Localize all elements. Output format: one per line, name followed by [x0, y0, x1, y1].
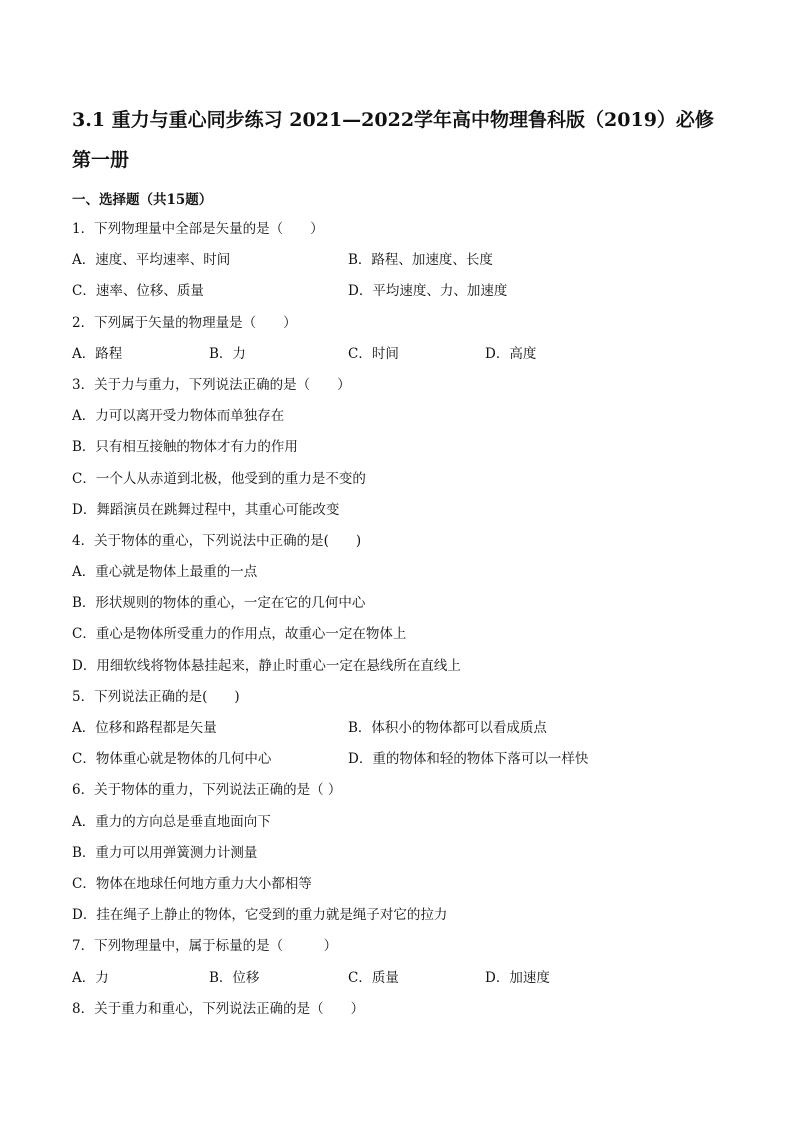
question-1-option-a: A．速度、平均速率、时间 — [72, 252, 231, 269]
question-7-option-a: A．力 — [72, 969, 109, 986]
question-4-option-b: B．形状规则的物体的重心，一定在它的几何中心 — [72, 595, 366, 612]
question-7-option-d: D．加速度 — [485, 969, 550, 986]
question-5-options-row-1 — [72, 713, 732, 744]
document-title: 3.1 重力与重心同步练习 2021—2022学年高中物理鲁科版（2019）必修第一册 — [72, 109, 714, 171]
question-3-option-c: C．一个人从赤道到北极，他受到的重力是不变的 — [72, 470, 366, 487]
question-3-option-b: B．只有相互接触的物体才有力的作用 — [72, 439, 298, 456]
question-2-options — [72, 339, 732, 370]
section-heading: 一、选择题（共15题） — [72, 192, 213, 208]
question-2-option-b: B．力 — [209, 345, 246, 362]
question-1-option-c: C．速率、位移、质量 — [72, 283, 204, 300]
question-7-options — [72, 963, 732, 994]
question-1-option-b: B．路程、加速度、长度 — [348, 252, 493, 269]
question-2-option-c: C．时间 — [348, 345, 399, 362]
question-4-stem: 4．关于物体的重心，下列说法中正确的是( ) — [72, 532, 362, 549]
question-4-option-d: D．用细软线将物体悬挂起来，静止时重心一定在悬线所在直线上 — [72, 657, 461, 674]
question-5-option-a: A．位移和路程都是矢量 — [72, 720, 217, 736]
question-1-options-row-2 — [72, 276, 732, 307]
question-4-option-c: C．重心是物体所受重力的作用点，故重心一定在物体上 — [72, 626, 407, 643]
question-5-options-row-2 — [72, 744, 732, 775]
question-4-option-a: A．重心就是物体上最重的一点 — [72, 564, 258, 581]
question-3-option-a: A．力可以离开受力物体而单独存在 — [72, 408, 285, 425]
question-1-option-d: D．平均速度、力、加速度 — [348, 283, 508, 300]
question-7-option-c: C．质量 — [348, 969, 399, 986]
question-6-option-d: D．挂在绳子上静止的物体，它受到的重力就是绳子对它的拉力 — [72, 907, 448, 924]
question-3-option-d: D．舞蹈演员在跳舞过程中，其重心可能改变 — [72, 501, 340, 518]
question-6-option-b: B．重力可以用弹簧测力计测量 — [72, 844, 258, 861]
question-1-stem: 1．下列物理量中全部是矢量的是（ ） — [72, 221, 324, 237]
question-5-option-d: D．重的物体和轻的物体下落可以一样快 — [348, 751, 589, 768]
question-5-stem: 5．下列说法正确的是( ) — [72, 688, 240, 705]
question-6-option-a: A．重力的方向总是垂直地面向下 — [72, 813, 271, 830]
question-8-stem: 8．关于重力和重心，下列说法正确的是（ ） — [72, 1000, 365, 1017]
question-5-option-c: C．物体重心就是物体的几何中心 — [72, 751, 272, 768]
question-6-option-c: C．物体在地球任何地方重力大小都相等 — [72, 875, 312, 892]
question-5-option-b: B．体积小的物体都可以看成质点 — [348, 720, 547, 736]
question-3-stem: 3．关于力与重力，下列说法正确的是（ ） — [72, 376, 351, 393]
question-1-options-row-1 — [72, 245, 732, 276]
question-2-option-a: A．路程 — [72, 345, 123, 362]
question-7-option-b: B．位移 — [209, 969, 260, 986]
question-7-stem: 7．下列物理量中，属于标量的是（ ） — [72, 938, 338, 955]
question-2-stem: 2．下列属于矢量的物理量是（ ） — [72, 314, 297, 331]
question-list — [72, 214, 732, 1025]
question-6-stem: 6．关于物体的重力，下列说法正确的是（ ） — [72, 782, 342, 799]
question-2-option-d: D．高度 — [485, 345, 537, 362]
